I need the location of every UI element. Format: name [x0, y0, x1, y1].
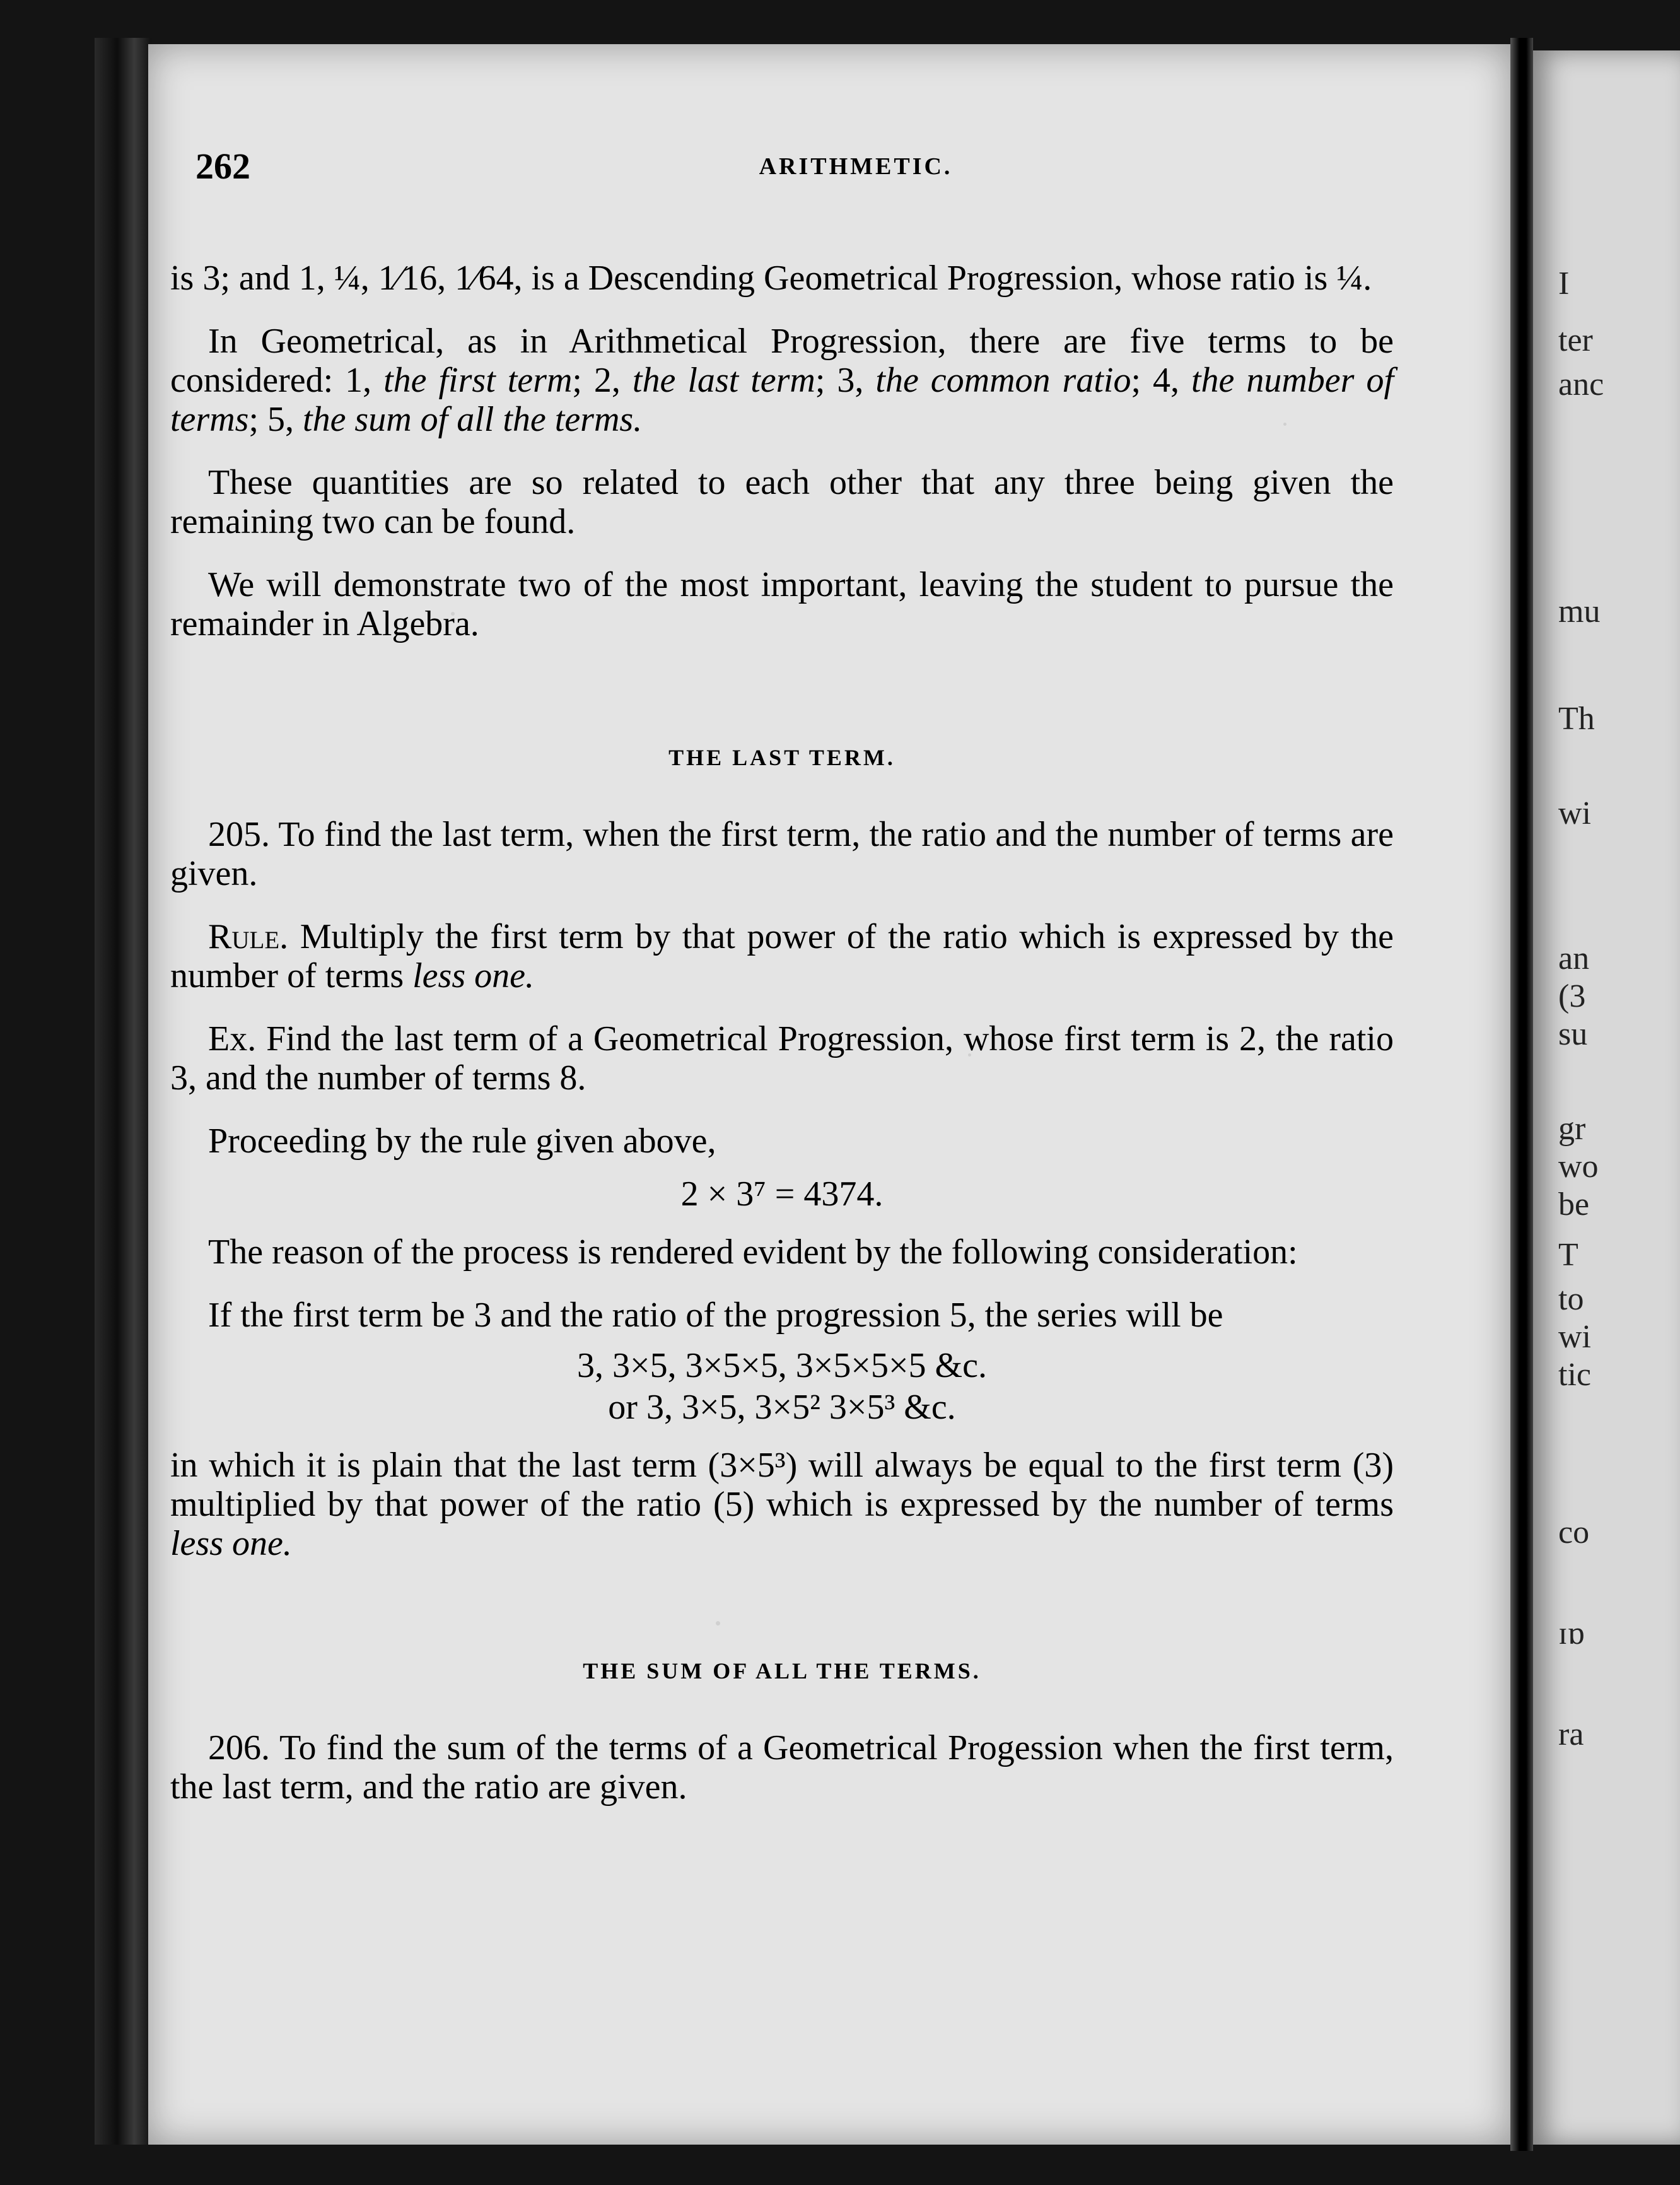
- series-expanded: 3, 3×5, 3×5×5, 3×5×5×5 &c.: [577, 1346, 987, 1385]
- fragment-text: Th: [1558, 701, 1595, 737]
- italic-term: the first term: [383, 361, 573, 400]
- fragment-text: ter: [1558, 322, 1593, 358]
- section-heading-sum: THE SUM OF ALL THE TERMS.: [583, 1658, 981, 1684]
- page-header: [195, 145, 1516, 196]
- conclusion-text: in which it is plain that the last term (3×5³) will always be equal to the first term (3) multiplied by that power of the ratio (5) which is expressed by the number of terms: [170, 1446, 1394, 1524]
- reason-paragraph: The reason of the process is rendered evident by the following consideration:: [208, 1233, 1298, 1272]
- text-run: ; 5,: [248, 400, 303, 439]
- fragment-text: I: [1558, 266, 1570, 302]
- fragment-text: wi: [1558, 795, 1591, 831]
- italic-term: the sum of all the terms.: [303, 400, 643, 439]
- fragment-text: anc: [1558, 366, 1604, 402]
- text-run: In Geometrical, as in Arithmetical Progression, there are five terms to be considered: 1,: [170, 322, 1394, 400]
- book-spine-edge: [95, 38, 151, 2145]
- paragraph-five-terms: [170, 322, 1394, 439]
- conclusion-italic: less one.: [170, 1524, 292, 1563]
- fragment-text: wi: [1558, 1319, 1591, 1355]
- italic-term: the number of terms: [170, 361, 1394, 439]
- conclusion-paragraph: [170, 1446, 1394, 1563]
- equation-last-term: 2 × 3⁷ = 4374.: [680, 1175, 884, 1214]
- rule-text: Multiply the first term by that power of the ratio which is expressed by the number of terms: [170, 917, 1394, 995]
- fragment-text: wo: [1558, 1149, 1599, 1185]
- paragraph-quantities-related: These quantities are so related to each other that any three being given the remaining two can be found.: [170, 463, 1394, 541]
- running-head: ARITHMETIC.: [759, 153, 953, 180]
- article-205: 205. To find the last term, when the first term, the ratio and the number of terms are given.: [170, 815, 1394, 893]
- facing-page: [1533, 50, 1680, 2145]
- if-first-paragraph: If the first term be 3 and the ratio of the progression 5, the series will be: [208, 1296, 1223, 1335]
- proceeding-line: Proceeding by the rule given above,: [208, 1122, 716, 1161]
- fragment-text: (3: [1558, 978, 1586, 1014]
- section-heading-last-term: THE LAST TERM.: [668, 745, 895, 770]
- fragment-text: ra: [1558, 1716, 1584, 1752]
- text-run: ; 4,: [1131, 361, 1191, 400]
- italic-term: the last term: [632, 361, 815, 400]
- fragment-text: tic: [1558, 1357, 1591, 1393]
- fragment-text: co: [1558, 1514, 1590, 1550]
- text-run: ; 3,: [815, 361, 876, 400]
- fragment-text: mu: [1558, 594, 1601, 630]
- page-number: 262: [195, 146, 250, 187]
- rule-label: Rule.: [208, 917, 289, 956]
- fragment-text: ɪɒ: [1558, 1615, 1585, 1651]
- text-run: ; 2,: [572, 361, 633, 400]
- fragment-text: an: [1558, 940, 1590, 976]
- paragraph-demonstrate: We will demonstrate two of the most important, leaving the student to pursue the remainder in Algebra.: [170, 565, 1394, 643]
- example-paragraph: Ex. Find the last term of a Geometrical Progression, whose first term is 2, the ratio 3, and the number of terms 8.: [170, 1019, 1394, 1098]
- fragment-text: gr: [1558, 1111, 1586, 1147]
- article-206: 206. To find the sum of the terms of a Geometrical Progession when the first term, the last term, and the ratio are given.: [170, 1728, 1394, 1807]
- italic-term: the common ratio: [875, 361, 1131, 400]
- fragment-text: T: [1558, 1237, 1578, 1273]
- fragment-text: be: [1558, 1186, 1590, 1222]
- page-body: [170, 259, 1394, 1831]
- page-gutter: [1510, 38, 1533, 2151]
- series-powers: or 3, 3×5, 3×5² 3×5³ &c.: [608, 1388, 956, 1427]
- paragraph-descending-progression: is 3; and 1, ¼, 1⁄16, 1⁄64, is a Descending Geometrical Progression, whose ratio is ¼.: [170, 259, 1372, 298]
- rule-paragraph: [170, 917, 1394, 995]
- fragment-text: su: [1558, 1016, 1588, 1052]
- rule-italic: less one.: [412, 956, 534, 995]
- fragment-text: to: [1558, 1281, 1584, 1317]
